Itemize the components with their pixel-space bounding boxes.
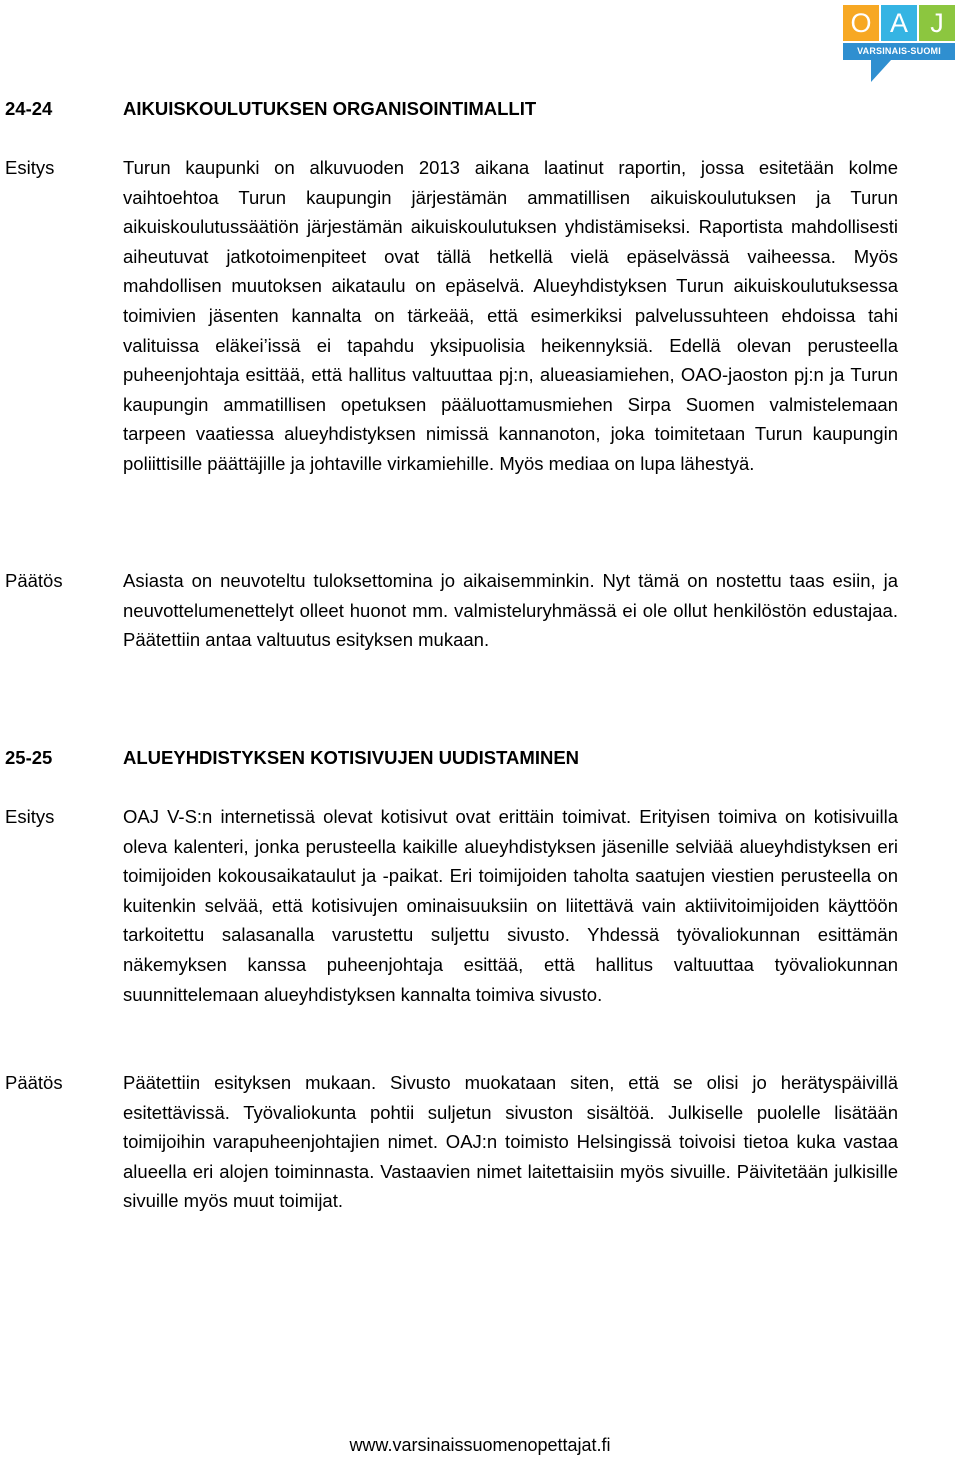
- item-number: 25-25: [5, 747, 53, 768]
- oaj-logo: [840, 5, 956, 83]
- esitys-text: Turun kaupunki on alkuvuoden 2013 aikana laatinut raportin, jossa esitetään kolme vaihtoehtoa Turun kaupungin järjestämän ammatillisen aikuiskoulutuksen ja Turun aikuiskoulutussäätiön järjestämän aikuiskoulutuksen yhdistämiseksi. Raportista mahdollisesti aiheutuvat jatkotoimenpiteet ovat tällä hetkellä vielä epäselvässä vaiheessa. Myös mahdollisen muutoksen aikataulu on epäselvä. Alueyhdistyksen Turun aikuiskoulutuksessa toimivien jäsenten kannalta on tärkeää, että esimerkiksi palvelussuhteen ehdoissa tahi valituissa eläkei’issä ei tapahdu yksipuolisia heikennyksiä. Edellä olevan perusteella puheenjohtaja esittää, että hallitus valtuuttaa pj:n, alueasiamiehen, OAO-jaoston pj:n ja Turun kaupungin ammatillisen opetuksen pääluottamusmiehen Sirpa Suomen valmistelemaan tarpeen vaatiessa alueyhdistyksen nimissä kannanoton, joka toimitetaan Turun kaupungin poliittisille päättäjille ja johtaville virkamiehille. Myös mediaa on lupa lähestyä.: [123, 157, 898, 474]
- esitys-label: Esitys: [5, 806, 55, 827]
- paatos-text: Asiasta on neuvoteltu tuloksettomina jo aikaisemminkin. Nyt tämä on nostettu taas esiin, ja neuvottelumenettelyt olleet huonot mm. valmisteluryhmässä ei ole ollut henkilöstön edustajaa. Päätettiin antaa valtuutus esityksen mukaan.: [123, 570, 898, 651]
- logo-subtitle: VARSINAIS-SUOMI: [843, 43, 955, 60]
- footer-url: www.varsinaissuomenopettajat.fi: [349, 1435, 611, 1455]
- paatos-text: Päätettiin esityksen mukaan. Sivusto muokataan siten, että se olisi jo herätyspäivillä esitettävissä. Työvaliokunta pohtii suljetun sivuston sisältöä. Julkiselle puolelle lisätään toimijoihin varapuheenjohtajien nimet. OAJ:n toimisto Helsingissä toivoisi tietoa kuka vastaa alueella eri alojen toiminnasta. Vastaavien nimet laitettaisiin myös sivuille. Päivitetään julkisille sivuille myös muut toimijat.: [123, 1072, 898, 1212]
- item-number: 24-24: [5, 98, 53, 119]
- logo-speech-tail: [871, 60, 891, 82]
- paatos-label: Päätös: [5, 570, 63, 591]
- esitys-label: Esitys: [5, 157, 55, 178]
- logo-letter-a: A: [881, 5, 917, 41]
- item-title: ALUEYHDISTYKSEN KOTISIVUJEN UUDISTAMINEN: [123, 747, 580, 768]
- logo-letter-o: O: [843, 5, 879, 41]
- paatos-label: Päätös: [5, 1072, 63, 1093]
- esitys-text: OAJ V-S:n internetissä olevat kotisivut ovat erittäin toimivat. Erityisen toimiva on kotisivuilla oleva kalenteri, jonka perusteella kaikille alueyhdistyksen jäsenille selviää alueyhdistyksen eri toimijoiden kokousaikataulut ja -paikat. Eri toimijoiden taholta saatujen viestien perusteella on kuitenkin selvää, että kotisivujen ominaisuuksiin on liitettävä vain aktiivitoimijoiden käyttöön tarkoitettu salasanalla varustettu suljettu sivusto. Yhdessä työvaliokunnan esittämän näkemyksen kanssa puheenjohtaja esittää, että hallitus valtuuttaa työvaliokunnan suunnittelemaan alueyhdistyksen kannalta toimiva sivusto.: [123, 806, 898, 1005]
- item-title: AIKUISKOULUTUKSEN ORGANISOINTIMALLIT: [123, 98, 537, 119]
- logo-letter-j: J: [919, 5, 955, 41]
